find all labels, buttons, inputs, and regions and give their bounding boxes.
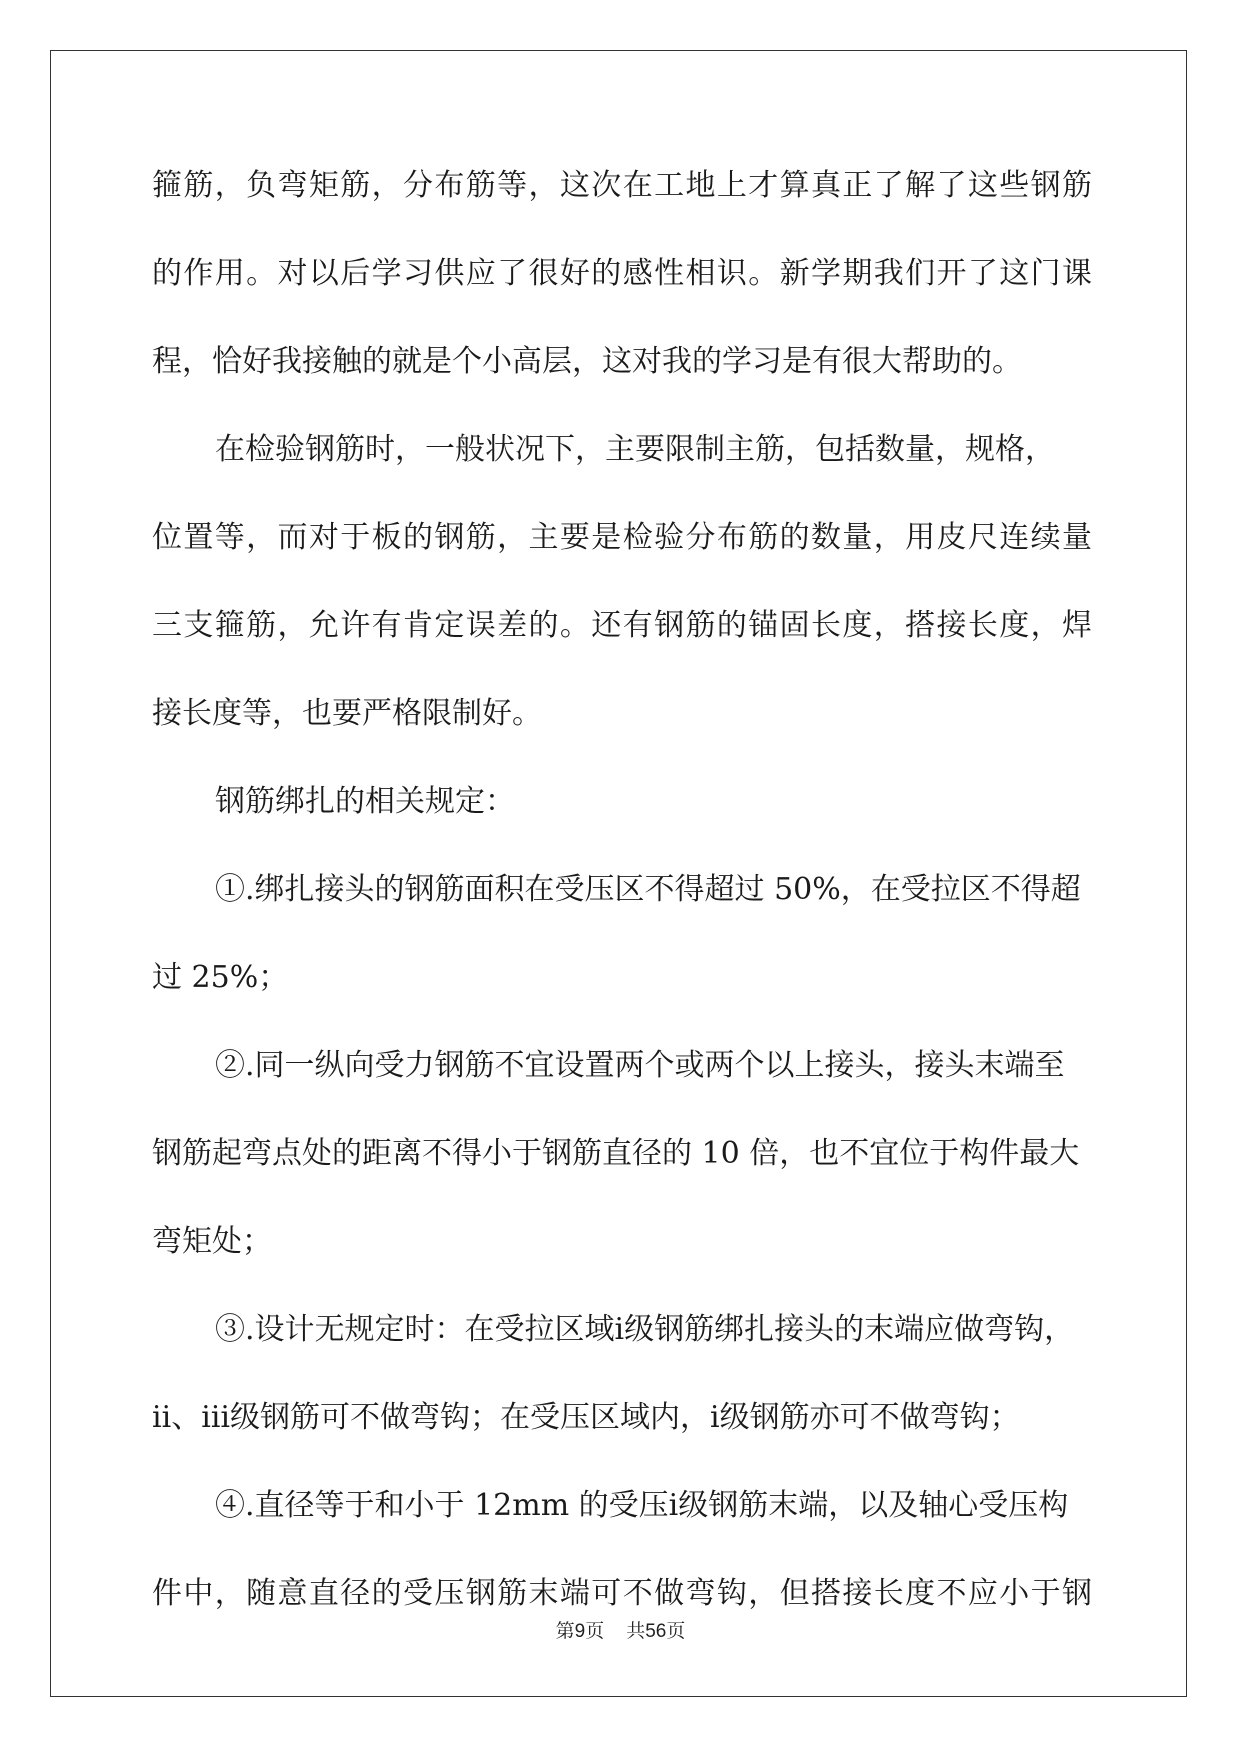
footer-total-prefix: 共 bbox=[626, 1620, 646, 1642]
text-line: 件中，随意直径的受压钢筋末端可不做弯钩，但搭接长度不应小于钢 bbox=[152, 1576, 1092, 1611]
page-footer bbox=[0, 1618, 1241, 1645]
text-line: 过 25%； bbox=[152, 960, 289, 995]
text-line: 的作用。对以后学习供应了很好的感性相识。新学期我们开了这门课 bbox=[152, 256, 1092, 291]
text-line: 三支箍筋，允许有肯定误差的。还有钢筋的锚固长度，搭接长度，焊 bbox=[152, 608, 1092, 643]
footer-total-pages: 56 bbox=[645, 1621, 667, 1642]
text-line: 程，恰好我接触的就是个小高层，这对我的学习是有很大帮助的。 bbox=[152, 344, 1022, 379]
footer-page-suffix: 页 bbox=[585, 1620, 605, 1642]
section-heading: 钢筋绑扎的相关规定： bbox=[215, 784, 515, 819]
rule-item-2: ②.同一纵向受力钢筋不宜设置两个或两个以上接头，接头末端至 bbox=[215, 1048, 1065, 1083]
rule-item-3: ③.设计无规定时：在受拉区域ⅰ级钢筋绑扎接头的末端应做弯钩， bbox=[215, 1312, 1075, 1347]
text-line: 钢筋起弯点处的距离不得小于钢筋直径的 10 倍，也不宜位于构件最大 bbox=[152, 1136, 1080, 1171]
text-line: 位置等，而对于板的钢筋，主要是检验分布筋的数量，用皮尺连续量 bbox=[152, 520, 1092, 555]
rule-item-1: ①.绑扎接头的钢筋面积在受压区不得超过 50%，在受拉区不得超 bbox=[215, 872, 1081, 907]
paragraph-start-line: 在检验钢筋时，一般状况下，主要限制主筋，包括数量，规格， bbox=[215, 432, 1055, 467]
footer-page-number: 9 bbox=[574, 1621, 586, 1642]
text-line: 弯矩处； bbox=[152, 1224, 272, 1259]
document-body bbox=[152, 156, 1092, 1652]
footer-total-suffix: 页 bbox=[666, 1620, 686, 1642]
footer-page-prefix: 第 bbox=[555, 1620, 575, 1642]
rule-item-4: ④.直径等于和小于 12mm 的受压ⅰ级钢筋末端，以及轴心受压构 bbox=[215, 1488, 1069, 1523]
text-line: 接长度等，也要严格限制好。 bbox=[152, 696, 542, 731]
text-line: 箍筋，负弯矩筋，分布筋等，这次在工地上才算真正了解了这些钢筋 bbox=[152, 168, 1092, 203]
text-line: ⅱ、ⅲ级钢筋可不做弯钩；在受压区域内，ⅰ级钢筋亦可不做弯钩； bbox=[152, 1400, 1020, 1435]
